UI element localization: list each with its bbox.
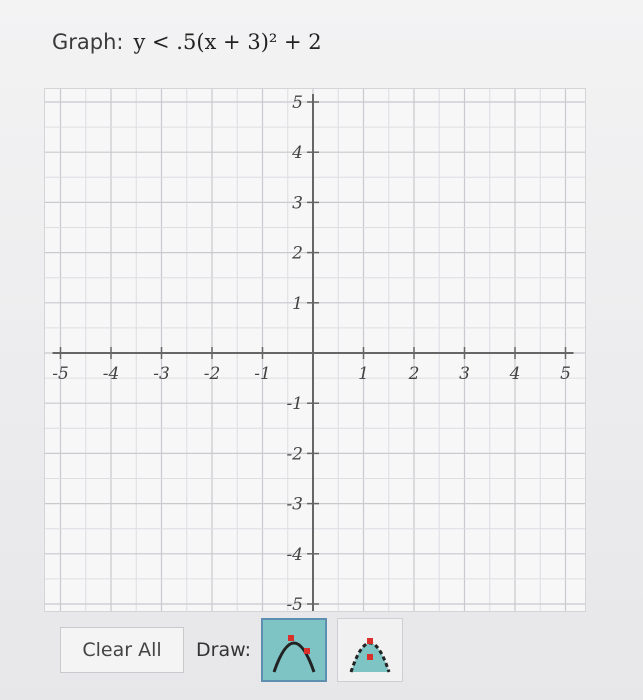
problem-prompt <box>52 30 322 54</box>
x-tick-label: 4 <box>509 364 521 384</box>
x-tick-label: -5 <box>52 364 69 384</box>
y-tick-label: 4 <box>292 143 303 164</box>
drawing-toolbar <box>60 618 403 682</box>
prompt-label: Graph: <box>52 30 124 54</box>
dashed-parabola-tool[interactable] <box>337 618 403 682</box>
y-tick-label: -5 <box>286 595 303 611</box>
x-tick-label: -2 <box>203 364 221 384</box>
y-tick-label: -3 <box>286 494 303 515</box>
draw-label: Draw: <box>196 639 251 661</box>
inequality-expression: y < .5(x + 3)² + 2 <box>133 30 322 54</box>
y-tick-label: 5 <box>292 93 303 113</box>
y-tick-label: -2 <box>286 444 303 465</box>
x-tick-label: -4 <box>102 364 120 384</box>
clear-all-button[interactable]: Clear All <box>60 627 184 673</box>
x-tick-label: 5 <box>560 364 571 384</box>
x-tick-label: -1 <box>254 364 271 384</box>
x-tick-label: 3 <box>459 364 470 384</box>
solid-parabola-tool[interactable] <box>261 618 327 682</box>
y-tick-label: 1 <box>292 293 303 314</box>
x-tick-label: 2 <box>408 364 420 384</box>
solid-parabola-icon <box>269 626 319 674</box>
coordinate-plane[interactable] <box>45 89 585 611</box>
y-tick-label: -1 <box>286 394 303 415</box>
dashed-parabola-icon <box>345 626 395 674</box>
y-tick-label: 2 <box>292 243 303 264</box>
graphing-area[interactable] <box>44 88 586 612</box>
x-tick-label: 1 <box>358 364 369 384</box>
y-tick-label: -4 <box>286 544 303 565</box>
x-tick-label: -3 <box>153 364 170 384</box>
y-tick-label: 3 <box>292 193 303 214</box>
